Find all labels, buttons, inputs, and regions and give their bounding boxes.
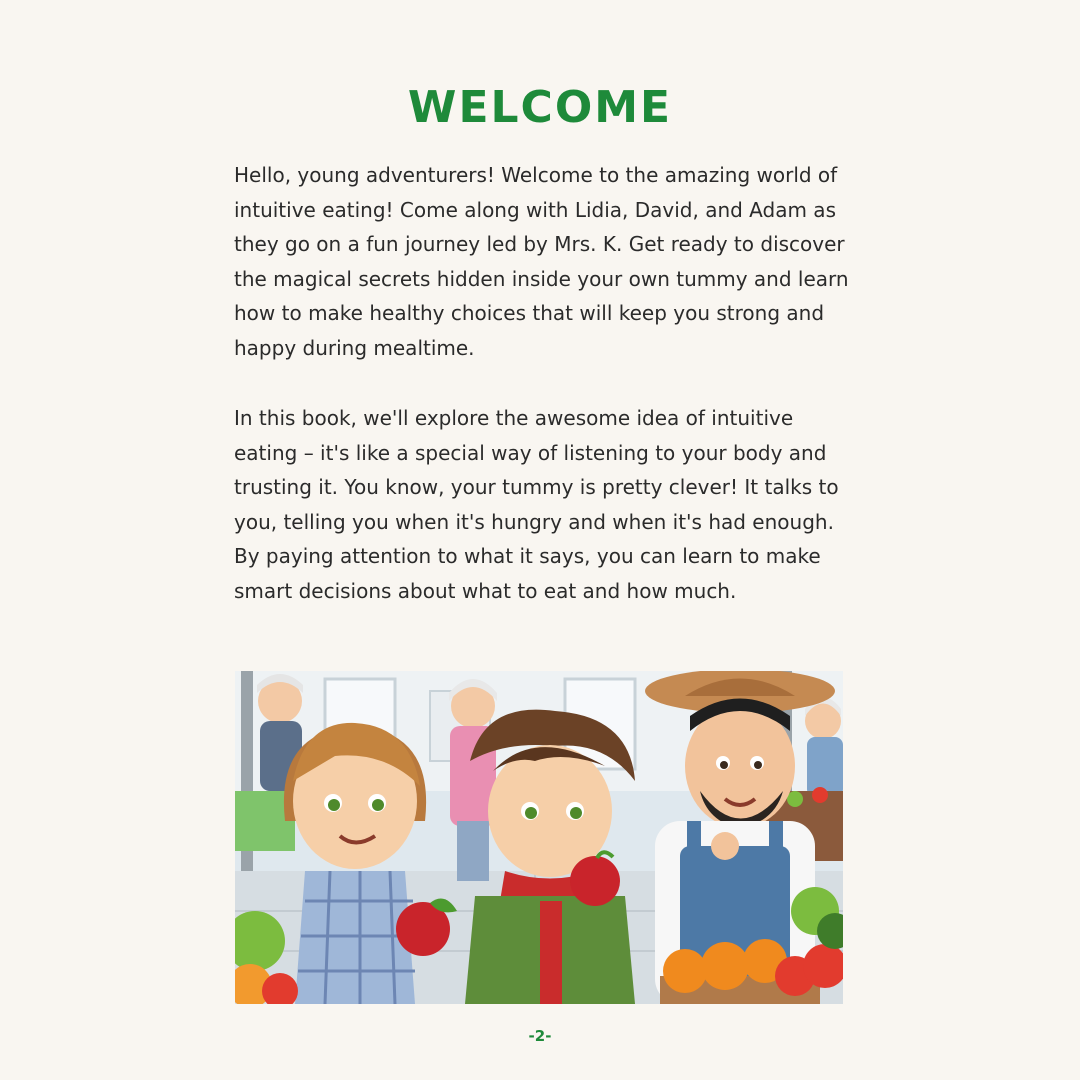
market-illustration	[235, 671, 843, 1004]
page-number: -2-	[528, 1027, 552, 1045]
intuitive-eating-paragraph: In this book, we'll explore the awesome idea of intuitive eating – it's like a special way of listening to your body and trusting it. You know, your tummy is pretty clever! It talks to you, telling you when it's hungry and when it's had enough. By paying attention to what it says, you can learn to make smart decisions about what to eat and how much.	[234, 406, 839, 603]
page-title: WELCOME	[407, 82, 673, 133]
intro-paragraph: Hello, young adventurers! Welcome to the amazing world of intuitive eating! Come along with Lidia, David, and Adam as they go on a fun journey led by Mrs. K. Get ready to discover the magical secrets hidden inside your own tummy and learn how to make healthy choices that will keep you strong and happy during mealtime.	[234, 163, 849, 360]
